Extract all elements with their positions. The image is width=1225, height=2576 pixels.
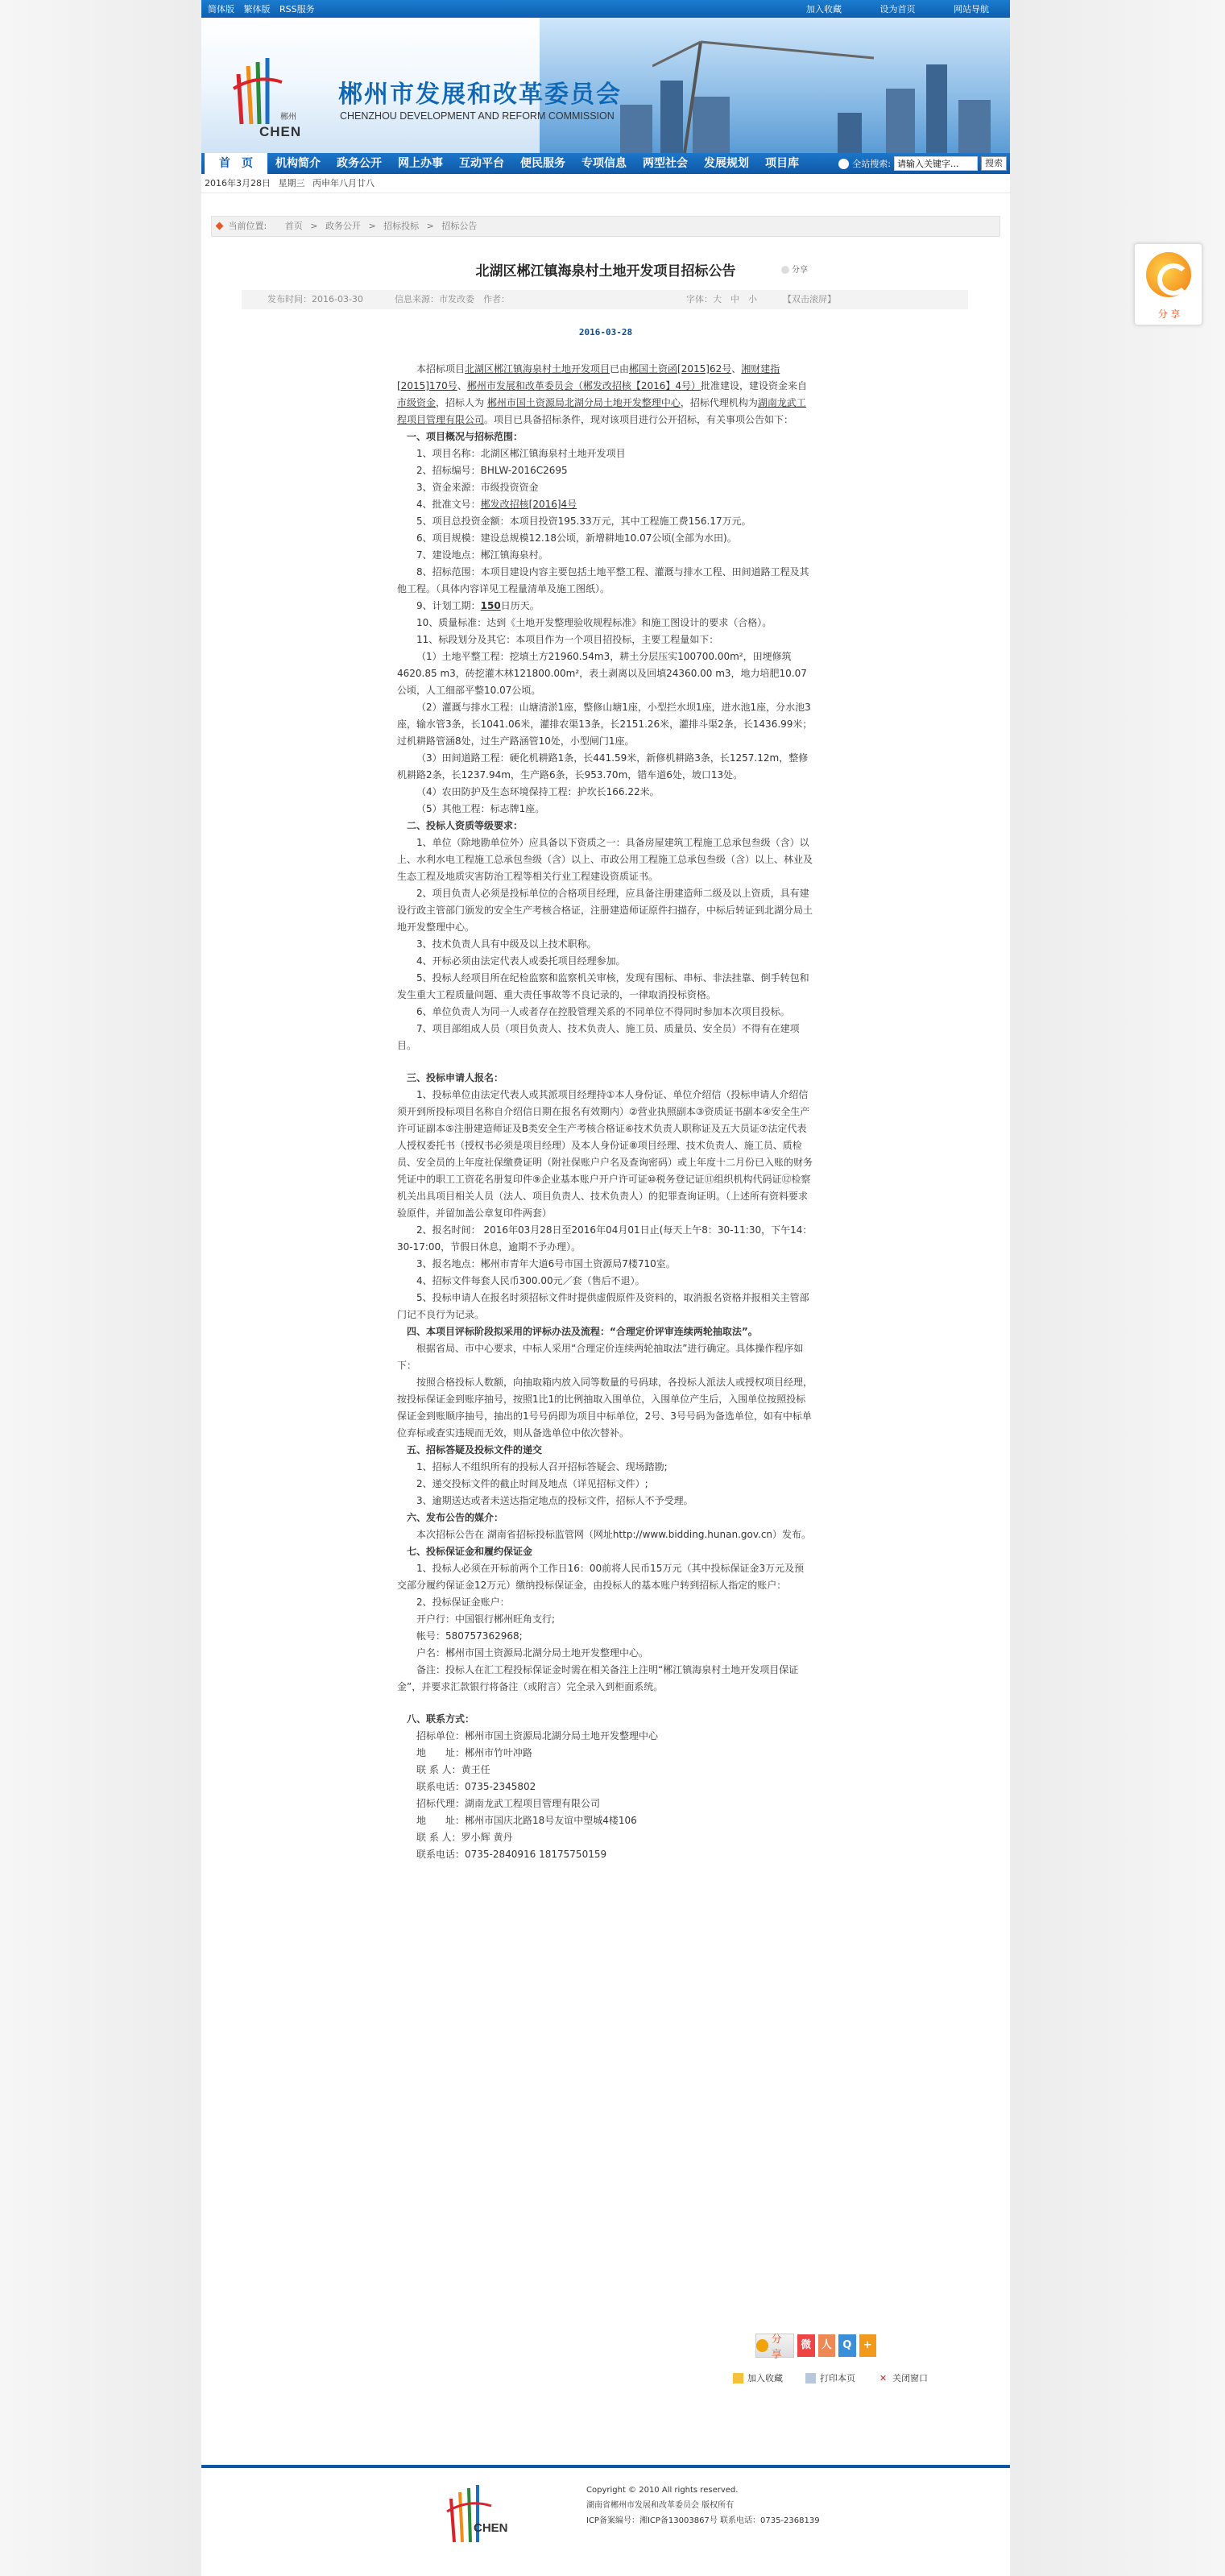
info-source: 信息来源：市发改委 (395, 294, 474, 304)
nav-item-online-service[interactable]: 网上办事 (398, 157, 443, 170)
footer-logo-word: CHEN (474, 2521, 508, 2535)
floating-share-label: 分 享 (1157, 309, 1181, 320)
crane-icon (652, 34, 878, 153)
more-share-icon[interactable]: + (859, 2334, 876, 2357)
breadcrumb-bid-notice[interactable]: 招标公告 (441, 221, 478, 231)
breadcrumb-bidding[interactable]: 招标投标 (383, 221, 420, 231)
site-subtitle: CHENZHOU DEVELOPMENT AND REFORM COMMISSION (340, 110, 615, 122)
nav-item-home[interactable]: 首 页 (205, 153, 267, 174)
nav-item-about[interactable]: 机构简介 (275, 157, 321, 170)
date-bar (201, 174, 1010, 193)
breadcrumb-marker-icon (216, 222, 224, 230)
breadcrumb-gov-affairs[interactable]: 政务公开 (325, 221, 361, 231)
footer-org: 湖南省郴州市发展和改革委员会 版权所有 (586, 2501, 735, 2510)
rss-link[interactable]: RSS服务 (279, 4, 315, 14)
share-icon (781, 266, 789, 274)
share-logo-icon (1146, 252, 1191, 297)
weibo-icon[interactable]: 微 (797, 2334, 814, 2357)
breadcrumb: 当前位置: 首页 > 政务公开 > 招标投标 > 招标公告 (211, 216, 1000, 237)
article-date: 2016-03-28 (578, 327, 633, 338)
share-toolbar (755, 2333, 876, 2359)
footer-logo-icon (445, 2478, 495, 2549)
site-footer (201, 2465, 1010, 2552)
author: 作者： (483, 294, 510, 304)
page-background-left (0, 0, 201, 2576)
nav-item-gov-affairs[interactable]: 政务公开 (337, 157, 382, 170)
logo-small-text: 郴州 (280, 113, 296, 122)
search-label: 全站搜索: (852, 159, 891, 169)
nav-item-planning[interactable]: 发展规划 (704, 157, 749, 170)
page-container (201, 0, 1010, 2576)
breadcrumb-home[interactable]: 首页 (284, 221, 303, 231)
footer-icp: ICP备案编号：湘ICP备13003867号 联系电话：0735-2368139 (586, 2516, 820, 2525)
auto-scroll-toggle[interactable]: 【双击滚屏】 (783, 294, 836, 304)
nav-item-interaction[interactable]: 互动平台 (459, 157, 504, 170)
add-favorite-button[interactable]: 加入收藏 (733, 2371, 783, 2384)
lunar-date: 丙申年八月廿八 (312, 178, 375, 188)
site-logo-icon[interactable] (230, 50, 285, 130)
footer-info (586, 2483, 820, 2528)
article-title: 北湖区郴江镇海泉村土地开发项目招标公告 (475, 263, 736, 280)
close-window-button[interactable]: ✕ 关闭窗口 (879, 2372, 928, 2383)
nav-item-project-library[interactable]: 项目库 (765, 157, 799, 170)
set-homepage-link[interactable]: 设为首页 (879, 4, 916, 14)
page-background-right (1010, 0, 1225, 2576)
globe-icon (838, 159, 849, 169)
site-title: 郴州市发展和改革委员会 (338, 81, 622, 109)
top-utility-bar (201, 0, 1010, 18)
printer-icon (805, 2373, 816, 2383)
current-weekday: 星期三 (278, 178, 305, 188)
search-button[interactable]: 搜索 (981, 156, 1007, 171)
nav-item-public-service[interactable]: 便民服务 (520, 157, 565, 170)
breadcrumb-prefix: 当前位置: (228, 221, 267, 231)
article-body: 本招标项目北湖区郴江镇海泉村土地开发项目已由郴国土资函[2015]62号、湘财建指[2015]170号、郴州市发展和改革委员会（郴发改招核【2016】4号）批准建设，建设资金来自市级资金，招标人为 郴州市国土资源局北湖分局土地开发整理中心，招标代理机构为湖南龙武工程项目管理有限公司。项目已具备招标条件，现对该项目进行公开招标，有关事项公告如下： 一、项目概况与招标范围： 1、项目名称：北湖区郴江镇海泉村土地开发项目 2、招标编号：BHLW-2016C2695 3、资金来源：市级投资资金 4、批准文号：郴发改招核[2016]4号 5、项目总投资金额：本项目投资195.33万元，其中工程施工费156.17万元。 6、项目规模：建设总规模12.18公顷，新增耕地10.07公顷(全部为水田)。 7、建设地点：郴江镇海泉村。 8、招标范围：本项目建设内容主要包括土地平整工程、灌溉与排水工程、田间道路工程及其他工程。（具体内容详见工程量清单及施工图纸）。 9、计划工期：150日历天。 10、质量标准：达到《土地开发整理验收规程标准》和施工图设计的要求（合格）。 11、标段划分及其它：本项目作为一个项目招投标，主要工程量如下： （1）土地平整工程：挖填土方21960.54m3，耕土分层压实100700.00m²，田埂修筑4620.85 m3，砖挖灌木林121800.00m²，表土剥离以及回填24360.00 m3，地力培肥10.07公顷，人工细部平整10.07公顷。 （2）灌溉与排水工程：山塘清淤1座，整修山塘1座，小型拦水坝1座，进水池1座，分水池3座，输水管3条，长1041.06米，灌排农渠13条，长2151.26米，灌排斗渠2条，长1436.99米；过机耕路管涵8处，过生产路涵管10处，小型闸门1座。 （3）田间道路工程：硬化机耕路1条，长441.59米，新修机耕路3条，长1257.12m，整修机耕路2条，长1237.94m，生产路6条，长953.70m，错车道6处，坡口13处。 （4）农田防护及生态环境保持工程：护坎长166.22米。 （5）其他工程：标志牌1座。 二、投标人资质等级要求： 1、单位（除地勘单位外）应具备以下资质之一：具备房屋建筑工程施工总承包叁级（含）以上、水利水电工程施工总承包叁级（含）以上、市政公用工程施工总承包叁级（含）以上、林业及生态工程及地质灾害防治工程等相关行业工程建设资质证书。 2、项目负责人必须是投标单位的合格项目经理，应具备注册建造师二级及以上资质，具有建设行政主管部门颁发的安全生产考核合格证，注册建造师证原件扫描存，中标后转证到北湖分局土地开发整理中心。 3、技术负责人具有中级及以上技术职称。 4、开标必须由法定代表人或委托项目经理参加。 5、投标人经项目所在纪检监察和监察机关审核，发现有围标、串标、非法挂靠、倒手转包和发生重大工程质量问题、重大责任事故等不良记录的，一律取消投标资格。 6、单位负责人为同一人或者存在控股管理关系的不同单位不得同时参加本次项目投标。 7、项目部组成人员（项目负责人、技术负责人、施工员、质量员、安全员）不得有在建项目。 三、投标申请人报名： 1、投标单位由法定代表人或其派项目经理持①本人身份证、单位介绍信（投标申请人介绍信须开到所投标项目名称自介绍信日期在报名有效期内）②营业执照副本③资质证书副本④安全生产许可证副本⑤注册建造师证及B类安全生产考核合格证⑥技术负责人职称证及五大员证⑦法定代表人授权委托书（授权书必须是项目经理）及本人身份证⑧项目经理、技术负责人、施工员、质检员、安全员的上年度社保缴费证明（附社保账户户名及查询密码）或上年度十二月份已入账的财务凭证中的职工工资花名册复印件⑨企业基本账户开户许可证⑩税务登记证⑪组织机构代码证⑫检察机关出具项目相关人员（法人、项目负责人、技术负责人）的犯罪查询证明。（上述所有资料要求验原件，并留加盖公章复印件两套） 2、报名时间： 2016年03月28日至2016年04月01日止(每天上午8：30-11:30，下午14：30-17:00，节假日休息，逾期不予办理）。 3、报名地点：郴州市青年大道6号市国土资源局7楼710室。 4、招标文件每套人民币300.00元／套（售后不退）。 5、投标申请人在报名时须招标文件时提供虚假原件及资料的，取消报名资格并报相关主管部门记不良行为记录。 四、本项目评标阶段拟采用的评标办法及流程：“合理定价评审连续两轮抽取法”。 根据省局、市中心要求，中标人采用“合理定价连续两轮抽取法”进行确定。具体操作程序如下： 按照合格投标人数额，向抽取箱内放入同等数量的号码球，各投标人派法人或授权项目经理，按投标保证金到账序抽号，按照1比1的比例抽取入围单位，入围单位产生后，入围单位按照投标保证金到账顺序抽号，抽出的1号号码即为项目中标单位，2号、3号号码为备选单位，如有中标单位弃标或查实违规而无效，则从备选单位中依次替补。 五、招标答疑及投标文件的递交 1、招标人不组织所有的投标人召开招标答疑会、现场踏勘; 2、递交投标文件的截止时间及地点（详见招标文件）; 3、逾期送达或者未送达指定地点的投标文件，招标人不予受理。 六、发布公告的媒介： 本次招标公告在 湖南省招标投标监管网（网址http://www.bidding.hunan.gov.cn）发布。 七、投标保证金和履约保证金 1、投标人必须在开标前两个工作日16：00前将人民币15万元（其中投标保证金3万元及预交部分履约保证金12万元）缴纳投标保证金，由投标人的基本账户转到招标人指定的账户： 2、投标保证金账户： 开户行：中国银行郴州旺角支行; 帐号：580757362968; 户名：郴州市国土资源局北湖分局土地开发整理中心。 备注：投标人在汇工程投标保证金时需在相关备注上注明“郴江镇海泉村土地开发项目保证金”，并要求汇款银行将备注（或附言）完全录入到柜面系统。 八、联系方式： 招标单位：郴州市国土资源局北湖分局土地开发整理中心 地 址：郴州市竹叶冲路 联 系 人：黄王任 联系电话：0735-2345802 招标代理：湖南龙武工程项目管理有限公司 地 址：郴州市国庆北路18号友谊中塑城4楼106 联 系 人：罗小辉 黄丹 联系电话：0735-2840916 18175750159 (397, 363, 813, 1860)
traditional-chinese-link[interactable]: 繁体版 (243, 4, 271, 14)
site-nav-link[interactable]: 网站导航 (954, 4, 989, 14)
close-icon: ✕ (879, 2372, 888, 2383)
qzone-icon[interactable]: Q (838, 2334, 855, 2357)
publish-time: 发布时间：2016-03-30 (267, 294, 363, 304)
renren-icon[interactable]: 人 (818, 2334, 835, 2357)
floating-share-widget[interactable] (1134, 243, 1202, 325)
footer-copyright: Copyright © 2010 All rights reserved. (586, 2486, 739, 2495)
share-button[interactable]: 分 享 (755, 2334, 794, 2358)
share-icon (756, 2339, 768, 2352)
search-input[interactable] (894, 156, 978, 171)
nav-item-special-info[interactable]: 专项信息 (581, 157, 627, 170)
site-search (838, 156, 1010, 171)
font-size-switch[interactable]: 字体：大 中 小 (686, 294, 757, 304)
article-meta (242, 290, 968, 309)
print-button[interactable]: 打印本页 (805, 2371, 855, 2384)
add-favorite-link[interactable]: 加入收藏 (806, 4, 842, 14)
main-nav (201, 153, 1010, 174)
article-tools (733, 2371, 928, 2384)
logo-word: CHEN (259, 124, 302, 139)
star-icon (733, 2373, 743, 2383)
nav-item-two-type-society[interactable]: 两型社会 (643, 157, 688, 170)
simplified-chinese-link[interactable]: 简体版 (208, 4, 234, 14)
article-share-button[interactable]: 分享 (781, 263, 808, 275)
site-banner (201, 18, 1010, 153)
current-date: 2016年3月28日 (205, 178, 271, 188)
